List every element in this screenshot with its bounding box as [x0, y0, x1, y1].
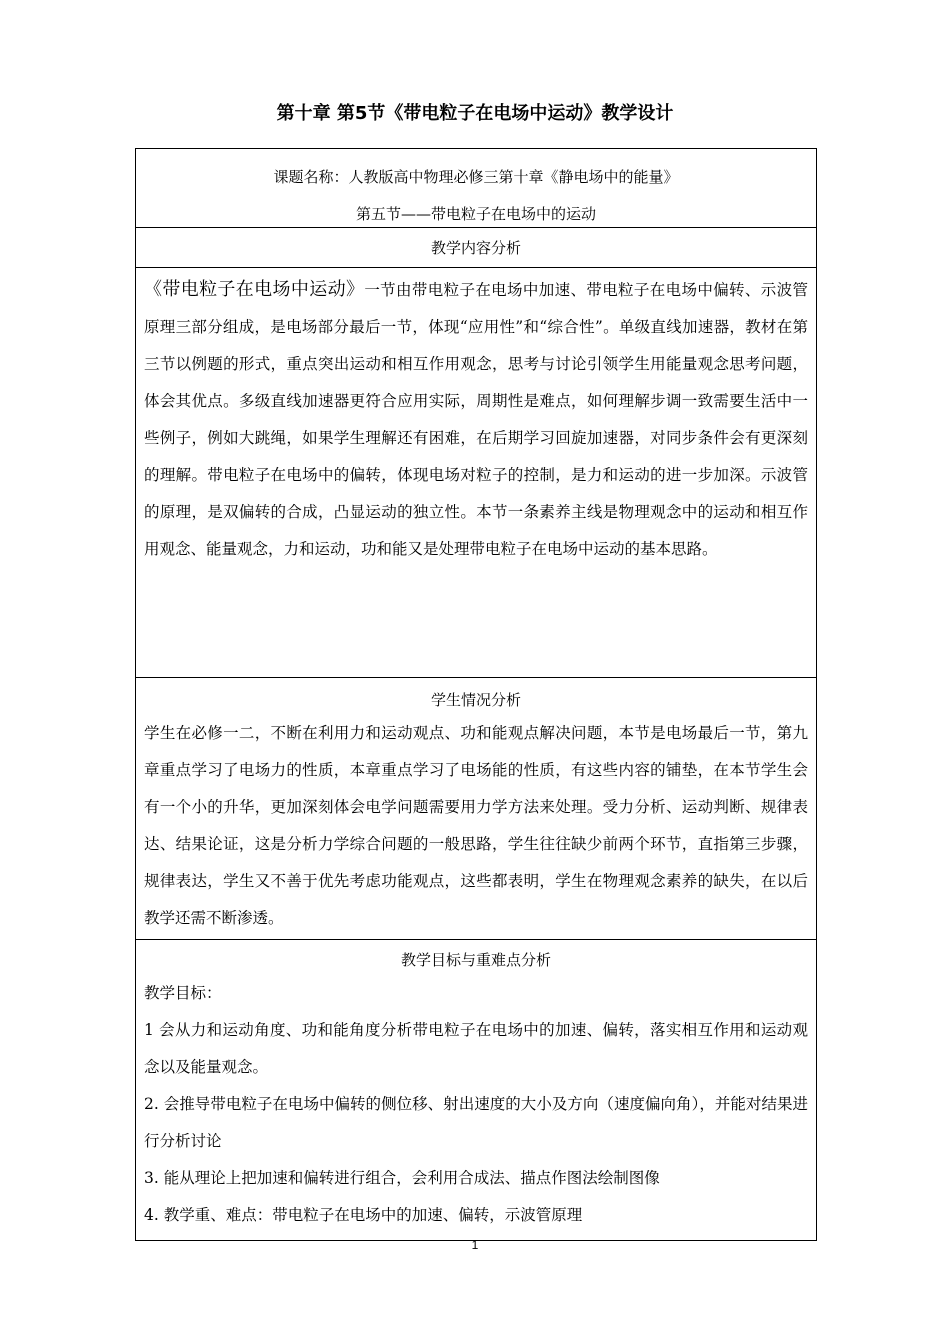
goals-intro: 教学目标： [144, 984, 222, 1002]
page-number: 1 [471, 1238, 479, 1252]
course-name: 课题名称：人教版高中物理必修三第十章《静电场中的能量》 [273, 168, 679, 186]
lesson-plan-table [135, 148, 817, 1241]
content-analysis-body: 一节由带电粒子在电场中加速、带电粒子在电场中偏转、示波管原理三部分组成，是电场部分最后一节，体现“应用性”和“综合性”。单级直线加速器，教材在第三节以例题的形式，重点突出运动和相互作用观念，思考与讨论引领学生用能量观念思考问题，体会其优点。多级直线加速器更符合应用实际，周期性是难点，如何理解步调一致需要生活中一些例子，例如大跳绳，如果学生理解还有困难，在后期学习回旋加速器，对同步条件会有更深刻的理解。带电粒子在电场中的偏转，体现电场对粒子的控制，是力和运动的进一步加深。示波管的原理，是双偏转的合成，凸显运动的独立性。本节一条素养主线是物理观念中的运动和相互作用观念、能量观念，力和运动，功和能又是处理带电粒子在电场中运动的基本思路。 [144, 281, 808, 558]
content-analysis-heading: 教学内容分析 [136, 228, 816, 268]
course-info-row [136, 149, 816, 228]
section-name: 第五节——带电粒子在电场中的运动 [355, 205, 596, 223]
goal-item-3: 3. 能从理论上把加速和偏转进行组合，会利用合成法、描点作图法绘制图像 [144, 1169, 660, 1187]
student-analysis-text: 学生在必修一二，不断在利用力和运动观点、功和能观点解决问题，本节是电场最后一节，第九章重点学习了电场力的性质，本章重点学习了电场能的性质，有这些内容的铺垫，在本节学生会有一个小的升华，更加深刻体会电学问题需要用力学方法来处理。受力分析、运动判断、规律表达、结果论证，这是分析力学综合问题的一般思路，学生往往缺少前两个环节，直指第三步骤，规律表达，学生又不善于优先考虑功能观点，这些都表明，学生在物理观念素养的缺失，在以后教学还需不断渗透。 [144, 724, 808, 927]
goal-item-2: 2. 会推导带电粒子在电场中偏转的侧位移、射出速度的大小及方向（速度偏向角），并能对结果进行分析讨论 [144, 1095, 808, 1150]
student-analysis-heading: 学生情况分析 [430, 691, 521, 709]
content-analysis-lead: 《带电粒子在电场中运动》 [144, 279, 365, 300]
goals-heading: 教学目标与重难点分析 [400, 951, 551, 969]
goal-item-1: 1 会从力和运动角度、功和能角度分析带电粒子在电场中的加速、偏转，落实相互作用和运动观念以及能量观念。 [144, 1021, 808, 1076]
student-analysis-section [136, 678, 816, 940]
goals-section [136, 940, 816, 1240]
content-analysis-text [136, 271, 816, 568]
document-title: 第十章 第5节《带电粒子在电场中运动》教学设计 [276, 103, 674, 124]
goal-item-4: 4. 教学重、难点：带电粒子在电场中的加速、偏转，示波管原理 [144, 1206, 583, 1224]
content-analysis-section [136, 268, 816, 678]
